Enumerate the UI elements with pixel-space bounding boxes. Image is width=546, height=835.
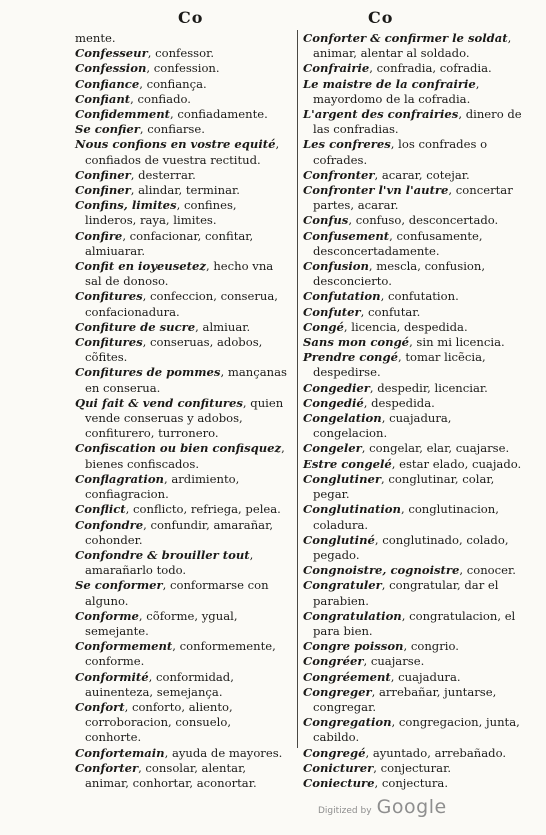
entry-definition: , congregacion, junta, cabildo. (313, 715, 520, 745)
dictionary-entry (75, 700, 290, 746)
entry-headword: Confins, limites (75, 198, 177, 213)
dictionary-entry (303, 259, 522, 289)
entry-headword: Conflict (75, 502, 126, 517)
dictionary-entry (75, 518, 290, 548)
dictionary-entry (303, 396, 522, 411)
entry-definition: , confradia, cofradia. (369, 61, 492, 76)
dictionary-entry (75, 259, 290, 289)
dictionary-entry (75, 548, 290, 578)
entry-definition: , congrio. (403, 639, 459, 654)
entry-headword: Se conformer (75, 578, 163, 593)
dictionary-entry (75, 46, 290, 61)
entry-headword: Confit en ioyeusetez (75, 259, 206, 274)
dictionary-entry (75, 502, 290, 517)
entry-headword: Se confier (75, 122, 140, 137)
dictionary-entry (75, 61, 290, 76)
dictionary-entry (303, 229, 522, 259)
dictionary-entry (75, 168, 290, 183)
dictionary-entry (75, 289, 290, 319)
entry-headword: Congedié (303, 395, 364, 410)
dictionary-entry (75, 578, 290, 608)
entry-headword: Confort (75, 699, 125, 714)
dictionary-entry (303, 715, 522, 745)
entry-headword: Confidemment (75, 107, 170, 122)
dictionary-entry (75, 441, 290, 471)
entry-definition: , conformarse con alguno. (85, 578, 269, 608)
dictionary-entry (303, 289, 522, 304)
entry-headword: Confondre & brouiller tout (75, 547, 250, 562)
entry-headword: Confesseur (75, 46, 148, 61)
entry-headword: Congelation (303, 411, 382, 426)
entry-definition: , hecho vna sal de donoso. (85, 259, 274, 289)
dictionary-entry (303, 411, 522, 441)
dictionary-entry (75, 746, 290, 761)
entry-headword: Conglutiné (303, 532, 375, 547)
dictionary-entry (303, 654, 522, 669)
dictionary-entry (303, 609, 522, 639)
entry-definition: , congratular, dar el parabien. (313, 578, 499, 608)
entry-headword: Confiance (75, 76, 140, 91)
dictionary-entry (303, 776, 522, 791)
entry-headword: Conformité (75, 669, 149, 684)
entry-headword: Confire (75, 228, 123, 243)
entry-definition: , estar elado, cuajado. (391, 456, 522, 471)
entry-headword: Congratuler (303, 578, 382, 593)
entry-headword: Confondre (75, 517, 144, 532)
entry-definition: , confines, linderos, raya, limites. (85, 198, 237, 228)
dictionary-entry (75, 137, 290, 167)
entry-headword: Confuter (303, 304, 361, 319)
entry-headword: Confronter (303, 167, 375, 182)
dictionary-entry (75, 107, 290, 122)
dictionary-entry (303, 578, 522, 608)
dictionary-entry (303, 761, 522, 776)
entry-definition: , ayuntado, arrebañado. (365, 745, 507, 760)
entry-definition: , almiuar. (195, 319, 251, 334)
entry-headword: Congnoistre, cognoistre (303, 563, 460, 578)
watermark-brand: Google (376, 796, 447, 818)
entry-definition: , licencia, despedida. (343, 319, 468, 334)
entry-definition: , cuajadura, congelacion. (313, 411, 452, 441)
entry-headword: Le maistre de la confrairie (303, 76, 476, 91)
entry-headword: Confitures de pommes (75, 365, 221, 380)
entry-definition: , confiança. (139, 76, 207, 91)
entry-definition: mente. (75, 31, 116, 45)
entry-headword: L'argent des confrairies (303, 107, 459, 122)
dictionary-entry (303, 350, 522, 380)
entry-headword: Les confreres (303, 137, 391, 152)
digitized-watermark (318, 796, 447, 818)
entry-definition: , cuajarse. (363, 654, 425, 669)
dictionary-entry (75, 183, 290, 198)
entry-definition: , consolar, alentar, animar, conhortar, aconortar. (85, 760, 257, 790)
dictionary-entry (303, 77, 522, 107)
entry-definition: , cuajadura. (390, 669, 461, 684)
dictionary-entry (75, 92, 290, 107)
entry-headword: Nous confions en vostre equité (75, 137, 276, 152)
entry-definition: , confusamente, desconcertadamente. (313, 228, 483, 258)
entry-headword: Confusion (303, 259, 369, 274)
entry-definition: , conjecturar. (373, 760, 452, 775)
watermark-prefix: Digitized by (318, 806, 372, 816)
dictionary-entry (303, 685, 522, 715)
entry-definition: , tomar licẽcia, despedirse. (313, 350, 486, 380)
dictionary-entry (303, 472, 522, 502)
dictionary-entry (75, 77, 290, 92)
entry-definition: , ardimiento, confiagracion. (85, 471, 240, 502)
entry-headword: Sans mon congé (303, 335, 410, 350)
dictionary-entry (303, 31, 522, 61)
running-header-right: Co (368, 8, 394, 27)
entry-definition: , concertar partes, acarar. (313, 183, 513, 213)
entry-headword: Conforme (75, 608, 139, 623)
entry-definition: , conglutinado, colado, pegado. (313, 532, 509, 562)
entry-headword: Qui fait & vend confitures (75, 395, 243, 410)
entry-definition: , animar, alentar al soldado. (313, 31, 512, 61)
entry-headword: Congréer (303, 654, 364, 669)
dictionary-entry (303, 502, 522, 532)
entry-definition: , sin mi licencia. (409, 335, 505, 350)
entry-definition: , confutar. (360, 304, 421, 319)
entry-headword: Confrairie (303, 61, 370, 76)
entry-definition: , confiarse. (139, 122, 205, 137)
entry-definition: , congelar, elar, cuajarse. (361, 441, 510, 456)
entry-definition: , confutation. (380, 289, 459, 304)
entry-headword: Conforter & confirmer le soldat (303, 31, 508, 45)
entry-headword: Conformement (75, 639, 173, 654)
dictionary-entry (75, 335, 290, 365)
entry-headword: Confiant (75, 91, 131, 106)
dictionary-entry (75, 320, 290, 335)
entry-headword: Confitures (75, 335, 143, 350)
dictionary-entry (303, 213, 522, 228)
dictionary-entry (303, 639, 522, 654)
dictionary-entry (303, 381, 522, 396)
entry-definition: , los confrades o cofrades. (313, 137, 488, 167)
entry-definition: , confessor. (147, 46, 215, 61)
entry-definition: , ayuda de mayores. (164, 745, 283, 760)
dictionary-entry (75, 229, 290, 259)
entry-definition: , conflicto, refriega, pelea. (125, 502, 281, 517)
entry-headword: Conglutiner (303, 471, 382, 486)
entry-headword: Estre congelé (303, 456, 392, 471)
entry-headword: Congratulation (303, 608, 402, 623)
entry-headword: Confiscation ou bien confisquez (75, 441, 282, 456)
entry-headword: Confronter l'vn l'autre (303, 183, 449, 198)
dictionary-entry (303, 746, 522, 761)
entry-headword: Coniecture (303, 775, 375, 790)
column-divider (297, 30, 298, 748)
dictionary-entry (303, 457, 522, 472)
dictionary-entry (75, 761, 290, 791)
entry-definition: , mayordomo de la cofradia. (313, 76, 480, 106)
entry-definition: , conglutinar, colar, pegar. (313, 471, 495, 502)
entry-definition: , confiados de vuestra rectitud. (85, 137, 280, 167)
dictionary-entry (303, 168, 522, 183)
entry-headword: Confitures (75, 289, 143, 304)
entry-headword: Prendre congé (303, 350, 398, 365)
entry-definition: , congratulacion, el para bien. (313, 608, 516, 638)
entry-definition: , mescla, confusion, desconcierto. (313, 259, 486, 289)
entry-headword: Congréement (303, 669, 391, 684)
entry-headword: Conforter (75, 760, 139, 775)
dictionary-entry (75, 639, 290, 669)
entry-headword: Conicturer (303, 760, 374, 775)
entry-headword: Conflagration (75, 471, 164, 486)
running-header-left: Co (178, 8, 204, 27)
dictionary-entry (303, 563, 522, 578)
entry-headword: Confutation (303, 289, 381, 304)
dictionary-entry (75, 396, 290, 442)
dictionary-entry (303, 305, 522, 320)
dictionary-entry (303, 107, 522, 137)
entry-definition: , alindar, terminar. (130, 183, 240, 198)
entry-definition: , amarañarlo todo. (85, 547, 254, 578)
entry-definition: , mançanas en conserua. (85, 365, 287, 395)
entry-headword: Conglutination (303, 502, 401, 517)
entry-headword: Confus (303, 213, 349, 228)
entry-headword: Congeler (303, 441, 362, 456)
entry-definition: , conjectura. (374, 775, 449, 790)
dictionary-entry (303, 61, 522, 76)
dictionary-entry (75, 365, 290, 395)
entry-definition: , bienes confiscados. (85, 441, 285, 471)
entry-definition: , desterrar. (130, 167, 196, 182)
entry-definition: , confiadamente. (170, 107, 268, 122)
entry-definition: , conglutinacion, coladura. (313, 502, 499, 532)
entry-headword: Confiture de sucre (75, 319, 196, 334)
entry-definition: , despedir, licenciar. (369, 380, 488, 395)
entry-headword: Congregé (303, 745, 366, 760)
entry-definition: , conforto, aliento, corroboracion, consuelo, conhorte. (85, 699, 233, 745)
entry-definition: , confacionar, confitar, almiuarar. (85, 228, 254, 258)
entry-headword: Congre poisson (303, 639, 404, 654)
dictionary-entry (303, 670, 522, 685)
entry-definition: , cõforme, ygual, semejante. (85, 608, 238, 638)
entry-headword: Confortemain (75, 745, 165, 760)
dictionary-entry (303, 137, 522, 167)
entry-headword: Congreger (303, 684, 372, 699)
entry-definition: , confeccion, conserua, confacionadura. (85, 289, 278, 319)
entry-definition: , conseruas, adobos, cõfites. (85, 335, 263, 365)
dictionary-entry (303, 320, 522, 335)
entry-definition: , dinero de las confradias. (313, 107, 522, 137)
entry-headword: Congregation (303, 715, 392, 730)
entry-definition: , confundir, amarañar, cohonder. (85, 517, 274, 547)
dictionary-entry (303, 441, 522, 456)
dictionary-entry (75, 198, 290, 228)
entry-definition: , conformidad, auinenteza, semejança. (85, 669, 234, 699)
dictionary-entry (75, 472, 290, 502)
dictionary-entry (75, 31, 290, 46)
entry-headword: Confiner (75, 167, 131, 182)
entry-definition: , quien vende conseruas y adobos, confiturero, turronero. (85, 395, 284, 441)
entry-definition: , conformemente, conforme. (85, 639, 276, 669)
right-column (303, 31, 522, 791)
entry-headword: Confession (75, 61, 147, 76)
entry-headword: Congedier (303, 380, 370, 395)
entry-definition: , confiado. (130, 91, 191, 106)
dictionary-entry (303, 335, 522, 350)
entry-definition: , arrebañar, juntarse, congregar. (313, 684, 497, 714)
left-column (75, 31, 290, 791)
entry-definition: , confession. (146, 61, 220, 76)
entry-definition: , conocer. (459, 563, 516, 578)
dictionary-entry (303, 533, 522, 563)
dictionary-entry (75, 670, 290, 700)
entry-definition: , confuso, desconcertado. (348, 213, 499, 228)
dictionary-entry (303, 183, 522, 213)
dictionary-entry (75, 609, 290, 639)
entry-definition: , acarar, cotejar. (374, 167, 470, 182)
entry-definition: , despedida. (363, 395, 435, 410)
entry-headword: Congé (303, 319, 344, 334)
entry-headword: Confusement (303, 228, 390, 243)
entry-headword: Confiner (75, 183, 131, 198)
dictionary-entry (75, 122, 290, 137)
